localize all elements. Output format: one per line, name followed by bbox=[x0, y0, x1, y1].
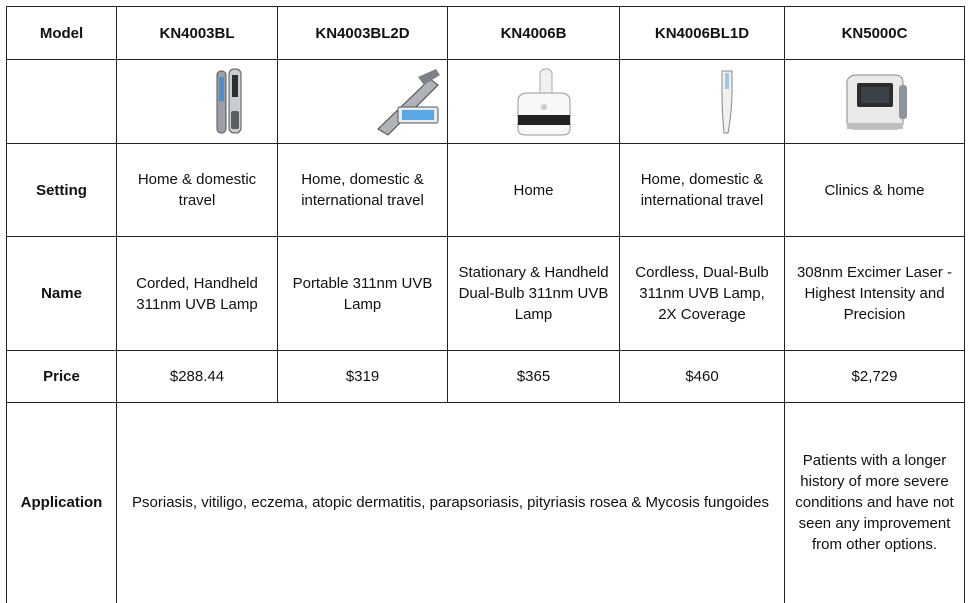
name-kn5000c: 308nm Excimer Laser - Highest Intensity and Precision bbox=[785, 237, 965, 351]
setting-kn4003bl2d: Home, domestic & international travel bbox=[278, 144, 448, 237]
name-kn4003bl2d: Portable 311nm UVB Lamp bbox=[278, 237, 448, 351]
model-kn4006b: KN4006B bbox=[448, 7, 620, 60]
product-image-kn4003bl bbox=[117, 60, 278, 144]
application-row bbox=[7, 403, 965, 603]
name-kn4006bl1d: Cordless, Dual-Bulb 311nm UVB Lamp, 2X Coverage bbox=[620, 237, 785, 351]
row-label-application: Application bbox=[7, 403, 117, 603]
cordless-dual-bulb-wand-image bbox=[628, 67, 778, 137]
price-kn5000c: $2,729 bbox=[785, 351, 965, 403]
product-image-kn4006bl1d bbox=[620, 60, 785, 144]
price-row bbox=[7, 351, 965, 403]
product-image-kn4006b bbox=[448, 60, 620, 144]
name-kn4006b: Stationary & Handheld Dual-Bulb 311nm UVB Lamp bbox=[448, 237, 620, 351]
setting-kn4006bl1d: Home, domestic & international travel bbox=[620, 144, 785, 237]
portable-uvb-lamp-image bbox=[286, 67, 446, 137]
model-kn4003bl: KN4003BL bbox=[117, 7, 278, 60]
setting-kn5000c: Clinics & home bbox=[785, 144, 965, 237]
uvb-lamp-corded-image bbox=[125, 67, 275, 137]
model-kn4003bl2d: KN4003BL2D bbox=[278, 7, 448, 60]
row-label-name: Name bbox=[7, 237, 117, 351]
model-row bbox=[7, 7, 965, 60]
price-kn4006b: $365 bbox=[448, 351, 620, 403]
row-label-setting: Setting bbox=[7, 144, 117, 237]
row-label-price: Price bbox=[7, 351, 117, 403]
product-image-kn5000c bbox=[785, 60, 965, 144]
application-kn5000c: Patients with a longer history of more severe conditions and have not seen any improvement from other options. bbox=[785, 403, 965, 603]
model-kn5000c: KN5000C bbox=[785, 7, 965, 60]
application-shared: Psoriasis, vitiligo, eczema, atopic dermatitis, parapsoriasis, pityriasis rosea & Mycosis fungoides bbox=[117, 403, 785, 603]
image-row-label bbox=[7, 60, 117, 144]
setting-kn4003bl: Home & domestic travel bbox=[117, 144, 278, 237]
model-kn4006bl1d: KN4006BL1D bbox=[620, 7, 785, 60]
comparison-table bbox=[6, 6, 965, 603]
price-kn4006bl1d: $460 bbox=[620, 351, 785, 403]
price-kn4003bl: $288.44 bbox=[117, 351, 278, 403]
setting-row bbox=[7, 144, 965, 237]
stationary-dual-bulb-lamp-image bbox=[456, 67, 616, 137]
setting-kn4006b: Home bbox=[448, 144, 620, 237]
name-row bbox=[7, 237, 965, 351]
row-label-model: Model bbox=[7, 7, 117, 60]
price-kn4003bl2d: $319 bbox=[278, 351, 448, 403]
product-image-kn4003bl2d bbox=[278, 60, 448, 144]
image-row bbox=[7, 60, 965, 144]
name-kn4003bl: Corded, Handheld 311nm UVB Lamp bbox=[117, 237, 278, 351]
excimer-laser-console-image bbox=[795, 67, 955, 137]
